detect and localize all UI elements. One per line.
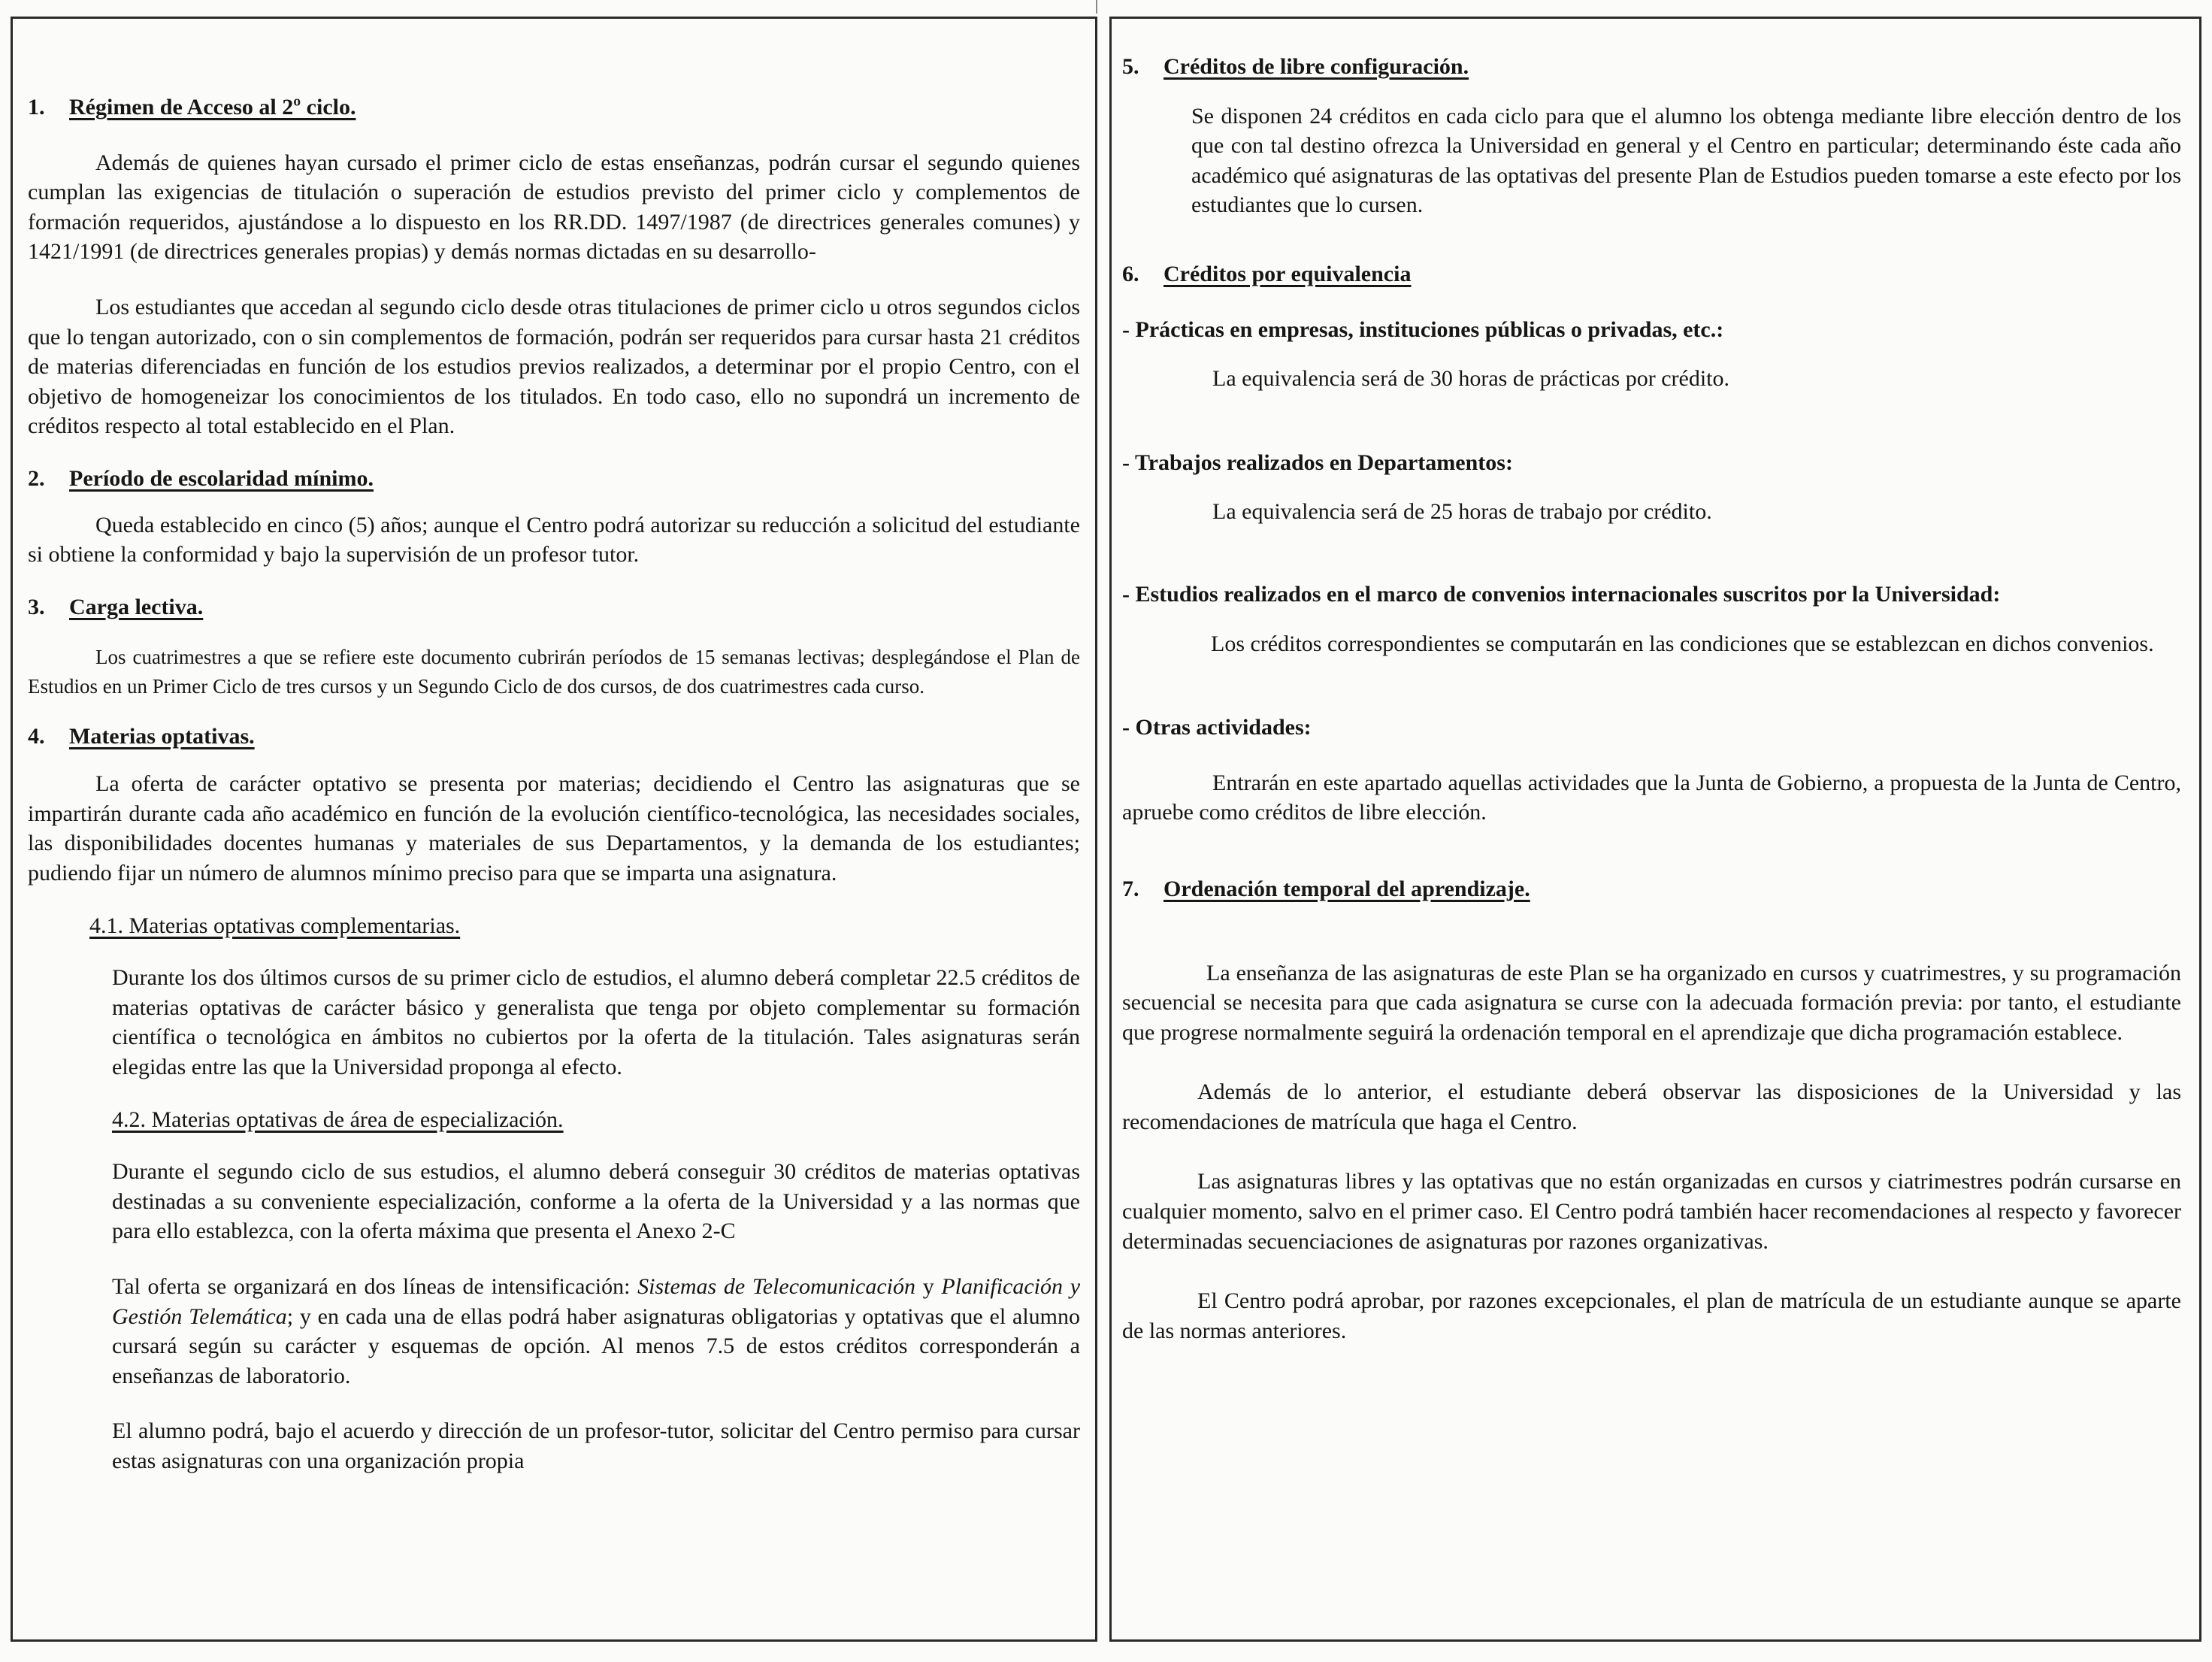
section-6-heading (1122, 259, 2181, 289)
subsection-4-2-paragraph-2 (112, 1272, 1080, 1391)
subsection-4-2-paragraph-3: El alumno podrá, bajo el acuerdo y dirección de un profesor-tutor, solicitar del Centro permiso para cursar estas asignaturas con una organización propia (112, 1418, 1080, 1473)
section-7-paragraph-1: La enseñanza de las asignaturas de este Plan se ha organizado en cursos y cuatrimestres, y su programación secuencial se necesita para que cada asignatura se curse con la adecuada formación previa: por tanto, el estudiante que progrese normalmente seguirá la ordenación temporal en el aprendizaje que dicha programación establece. (1122, 960, 2181, 1045)
section-5-paragraph-1: Se disponen 24 créditos en cada ciclo para que el alumno los obtenga mediante libre elección dentro de los que con tal destino ofrezca la Universidad en general y el Centro en particular; determinando éste cada año académico qué asignaturas de las optativas del presente Plan de Estudios pueden tomarse a este efecto por los estudiantes que lo cursen. (1191, 103, 2181, 218)
equivalence-departments-heading: - Trabajos realizados en Departamentos: (1122, 450, 1513, 475)
subsection-4-2-paragraph-2-part-a: Tal oferta se organizará en dos líneas de intensificación: (112, 1273, 638, 1299)
section-4-title: Materias optativas. (69, 723, 255, 749)
subsection-4-1-paragraph-1: Durante los dos últimos cursos de su primer ciclo de estudios, el alumno deberá completar 22.5 créditos de materias optativas de carácter básico y generalista que tenga por objeto complementar su formación científica o tecnológica en ámbitos no cubiertos por la oferta de la titulación. Tales asignaturas serán elegidas entre las que la Universidad proponga al efecto. (112, 965, 1080, 1079)
left-content (28, 92, 1080, 1476)
section-3-heading (28, 592, 1080, 622)
page-fold-mark (1096, 0, 1097, 14)
section-2-number: 2. (28, 465, 45, 491)
section-6-title: Créditos por equivalencia (1163, 261, 1412, 286)
section-7-heading (1122, 874, 2181, 904)
section-1-title: Régimen de Acceso al 2º ciclo. (69, 95, 356, 120)
subsection-4-1-title: 4.1. Materias optativas complementarias. (89, 913, 461, 938)
subsection-4-2-paragraph-1: Durante el segundo ciclo de sus estudios, el alumno deberá conseguir 30 créditos de materias optativas destinadas a su conveniente especialización, conforme a la oferta de la Universidad y a las normas que para ello establezca, con la oferta máxima que presenta el Anexo 2-C (112, 1159, 1080, 1244)
subsection-4-2-title: 4.2. Materias optativas de área de especialización. (112, 1106, 564, 1132)
section-1-paragraph-2: Los estudiantes que accedan al segundo ciclo desde otras titulaciones de primer ciclo u otros segundos ciclos que lo tengan autorizado, con o sin complementos de formación, podrán ser requeridos para cursar hasta 21 créditos de materias diferenciadas en función de los estudios previos realizados, a determinar por el propio Centro, con el objetivo de homogeneizar los conocimientos de los titulados. En todo caso, ello no supondrá un incremento de créditos respecto al total establecido en el Plan. (28, 294, 1080, 439)
section-5-title: Créditos de libre configuración. (1163, 54, 1469, 79)
section-2-paragraph-1: Queda establecido en cinco (5) años; aunque el Centro podrá autorizar su reducción a solicitud del estudiante si obtiene la conformidad y bajo la supervisión de un profesor tutor. (28, 512, 1080, 568)
right-page-panel (1109, 17, 2201, 1642)
section-7-number: 7. (1122, 876, 1139, 901)
section-3-paragraph-1: Los cuatrimestres a que se refiere este documento cubrirán períodos de 15 semanas lectivas; desplegándose el Plan de Estudios en un Primer Ciclo de tres cursos y un Segundo Ciclo de dos cursos, de dos cuatrimestres cada curso. (28, 646, 1080, 698)
section-4-number: 4. (28, 723, 45, 749)
section-7-paragraph-4: El Centro podrá aprobar, por razones excepcionales, el plan de matrícula de un estudiante aunque se aparte de las normas anteriores. (1122, 1288, 2181, 1343)
equivalence-departments-text: La equivalencia será de 25 horas de trabajo por crédito. (1212, 499, 1712, 525)
section-7-paragraph-2: Además de lo anterior, el estudiante deberá observar las disposiciones de la Universidad y las recomendaciones de matrícula que haga el Centro. (1122, 1079, 2181, 1134)
equivalence-internships-heading: - Prácticas en empresas, instituciones públicas o privadas, etc.: (1122, 316, 1724, 342)
line-telematic-planning: Planificación y Gestión Telemática (112, 1273, 1081, 1329)
section-7-paragraph-3: Las asignaturas libres y las optativas que no están organizadas en cursos y ciatrimestres podrán cursarse en cualquier momento, salvo en el primer caso. El Centro podrá también hacer recomendaciones al respecto y favorecer determinadas secuenciaciones de asignaturas por razones organizativas. (1122, 1169, 2181, 1254)
line-telecom-systems: Sistemas de Telecomunicación (637, 1273, 916, 1299)
section-2-heading (28, 464, 1080, 494)
section-7-title: Ordenación temporal del aprendizaje. (1163, 876, 1530, 901)
equivalence-internships-text: La equivalencia será de 30 horas de prácticas por crédito. (1212, 366, 1730, 392)
section-5-heading (1122, 52, 2181, 82)
left-page-panel (11, 17, 1097, 1642)
section-4-paragraph-1: La oferta de carácter optativo se presenta por materias; decidiendo el Centro las asignaturas que se impartirán durante cada año académico en función de la evolución científico-tecnológica, las necesidades sociales, las disponibilidades docentes humanas y materiales de sus Departamentos, y la demanda de los estudiantes; pudiendo fijar un número de alumnos mínimo preciso para que se imparta una asignatura. (28, 771, 1080, 885)
subsection-4-2-paragraph-2-part-b: y (915, 1273, 942, 1299)
section-5-number: 5. (1122, 54, 1139, 79)
equivalence-other-text: Entrarán en este apartado aquellas actividades que la Junta de Gobierno, a propuesta de la Junta de Centro, apruebe como créditos de libre elección. (1122, 770, 2181, 825)
section-6-number: 6. (1122, 261, 1139, 286)
section-3-number: 3. (28, 594, 45, 619)
section-2-title: Período de escolaridad mínimo. (69, 465, 374, 491)
section-1-paragraph-1: Además de quienes hayan cursado el primer ciclo de estas enseñanzas, podrán cursar el segundo quienes cumplan las exigencias de titulación o superación de estudios previsto del primer ciclo y complementos de formación requeridos, ajustándose a lo dispuesto en los RR.DD. 1497/1987 (de directrices generales comunes) y 1421/1991 (de directrices generales propias) y demás normas dictadas en su desarrollo- (28, 150, 1080, 265)
equivalence-international-text: Los créditos correspondientes se computarán en las condiciones que se establezcan en dichos convenios. (1211, 631, 2154, 656)
right-content (1122, 52, 2181, 1346)
equivalence-other-heading: - Otras actividades: (1122, 715, 1312, 740)
equivalence-international-heading: - Estudios realizados en el marco de convenios internacionales suscritos por la Universidad: (1122, 581, 2001, 607)
section-1-number: 1. (28, 95, 45, 120)
section-3-title: Carga lectiva. (69, 594, 204, 619)
section-1-heading (28, 92, 1080, 123)
section-4-heading (28, 722, 1080, 752)
subsection-4-2-paragraph-2-part-c: ; y en cada una de ellas podrá haber asignaturas obligatorias y optativas que el alumno cursará según su carácter y esquemas de opción. Al menos 7.5 de estos créditos corresponderán a enseñanzas de laboratorio. (112, 1303, 1081, 1388)
